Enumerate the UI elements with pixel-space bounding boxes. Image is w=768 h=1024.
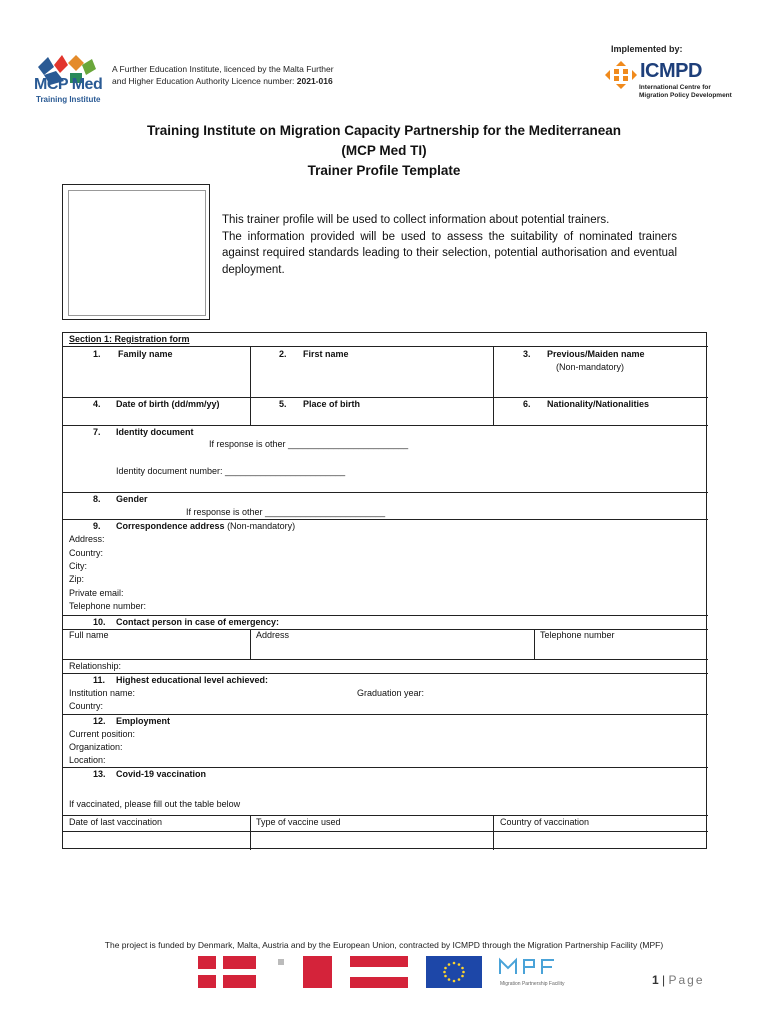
row-divider <box>63 425 708 426</box>
austria-flag-icon <box>350 956 408 988</box>
field-5-number: 5. <box>279 399 287 409</box>
date-of-birth-label: Date of birth (dd/mm/yy) <box>116 399 220 409</box>
previous-maiden-name-label: Previous/Maiden name <box>547 349 645 359</box>
previous-maiden-name-note: (Non-mandatory) <box>556 362 625 372</box>
family-name-label: Family name <box>118 349 173 359</box>
correspondence-address-heading <box>116 521 295 531</box>
implemented-by-label: Implemented by: <box>611 44 683 54</box>
row-divider <box>63 673 708 674</box>
education-label: Highest educational level achieved: <box>116 675 269 685</box>
correspondence-address-label: Correspondence address <box>116 521 225 531</box>
vaccine-type-header: Type of vaccine used <box>256 817 341 827</box>
column-divider <box>250 815 251 850</box>
field-3-number: 3. <box>523 349 531 359</box>
column-divider <box>493 815 494 850</box>
row-divider <box>63 519 708 520</box>
institution-name-label: Institution name: <box>69 688 136 698</box>
column-divider <box>534 629 535 659</box>
icmpd-name: ICMPD <box>640 60 702 82</box>
document-title-line-2: (MCP Med TI) <box>341 143 427 158</box>
nationality-label: Nationality/Nationalities <box>547 399 650 409</box>
private-email-label: Private email: <box>69 588 124 598</box>
row-divider <box>63 831 708 832</box>
photo-placeholder[interactable] <box>68 190 206 316</box>
licence-line-2 <box>112 75 412 87</box>
relationship-label: Relationship: <box>69 661 122 671</box>
mpf-logo-icon <box>498 956 574 988</box>
field-12-number: 12. <box>93 716 106 726</box>
column-divider <box>493 346 494 425</box>
row-divider <box>63 815 708 816</box>
city-label: City: <box>69 561 87 571</box>
vaccination-note: If vaccinated, please fill out the table below <box>69 799 241 809</box>
row-divider <box>63 397 708 398</box>
section-title: Section 1: Registration form <box>69 334 190 344</box>
field-13-number: 13. <box>93 769 106 779</box>
funding-statement: The project is funded by Denmark, Malta, Austria and by the European Union, contracted by ICMPD through the Migration Partnership Facility (MPF) <box>104 940 664 950</box>
identity-document-other[interactable]: If response is other ________________________ <box>209 439 409 449</box>
emergency-telephone-label: Telephone number <box>540 630 615 640</box>
correspondence-address-note: (Non-mandatory) <box>227 521 296 531</box>
field-4-number: 4. <box>93 399 101 409</box>
gender-label: Gender <box>116 494 148 504</box>
row-divider <box>63 767 708 768</box>
denmark-flag-icon <box>198 956 256 988</box>
address-label: Address: <box>69 534 105 544</box>
field-7-number: 7. <box>93 427 101 437</box>
intro-paragraph-2: The information provided will be used to assess the suitability of nominated trainers against required standards leading to their selection, potential authorisation and eventual deployment. <box>222 230 677 276</box>
covid-vaccination-label: Covid-19 vaccination <box>116 769 207 779</box>
education-country-label: Country: <box>69 701 104 711</box>
field-6-number: 6. <box>523 399 531 409</box>
icmpd-subtitle <box>639 84 732 100</box>
page-separator: | <box>658 973 669 987</box>
gender-other[interactable]: If response is other ________________________ <box>186 507 386 517</box>
identity-document-label: Identity document <box>116 427 194 437</box>
page-number-value: 1 <box>652 973 659 987</box>
field-11-number: 11. <box>93 675 106 685</box>
icmpd-subtitle-line-2: Migration Policy Development <box>639 92 732 99</box>
graduation-year-label: Graduation year: <box>357 688 425 698</box>
malta-flag-icon <box>274 956 332 988</box>
row-divider <box>63 714 708 715</box>
field-9-number: 9. <box>93 521 101 531</box>
country-label: Country: <box>69 548 104 558</box>
row-divider <box>63 346 708 347</box>
field-1-number: 1. <box>93 349 101 359</box>
identity-document-number[interactable]: Identity document number: ________________________ <box>116 466 346 476</box>
row-divider <box>63 615 708 616</box>
vaccination-country-header: Country of vaccination <box>500 817 590 827</box>
column-divider <box>250 629 251 659</box>
licence-text <box>112 63 412 87</box>
vaccination-date-header: Date of last vaccination <box>69 817 163 827</box>
logo-subtitle: Training Institute <box>36 95 101 104</box>
logo-name: MCP Med <box>34 76 103 93</box>
eu-flag-icon <box>426 956 482 988</box>
page-word: Page <box>668 973 705 987</box>
column-divider <box>250 346 251 425</box>
employment-label: Employment <box>116 716 171 726</box>
field-10-number: 10. <box>93 617 106 627</box>
document-title-line-1: Training Institute on Migration Capacity Partnership for the Mediterranean <box>146 123 622 138</box>
field-8-number: 8. <box>93 494 101 504</box>
intro-paragraph-1: This trainer profile will be used to collect information about potential trainers. <box>222 214 610 226</box>
zip-label: Zip: <box>69 574 85 584</box>
field-2-number: 2. <box>279 349 287 359</box>
icmpd-logo-icon <box>603 60 639 90</box>
licence-line-1: A Further Education Institute, licenced by the Malta Further <box>112 64 334 74</box>
telephone-number-label: Telephone number: <box>69 601 147 611</box>
intro-text <box>222 212 677 278</box>
organization-label: Organization: <box>69 742 123 752</box>
page-number <box>652 973 705 987</box>
row-divider <box>63 659 708 660</box>
emergency-contact-label: Contact person in case of emergency: <box>116 617 280 627</box>
icmpd-subtitle-line-1: International Centre for <box>639 84 711 91</box>
emergency-address-label: Address <box>256 630 290 640</box>
emergency-full-name-label: Full name <box>69 630 109 640</box>
licence-line-2-text: and Higher Education Authority Licence number: <box>112 76 297 86</box>
location-label: Location: <box>69 755 106 765</box>
registration-form-table <box>62 332 707 849</box>
mpf-subtitle: Migration Partnership Facility <box>500 981 565 987</box>
current-position-label: Current position: <box>69 729 136 739</box>
licence-number: 2021-016 <box>296 76 333 86</box>
place-of-birth-label: Place of birth <box>303 399 361 409</box>
first-name-label: First name <box>303 349 349 359</box>
row-divider <box>63 492 708 493</box>
document-title-line-3: Trainer Profile Template <box>307 163 461 178</box>
